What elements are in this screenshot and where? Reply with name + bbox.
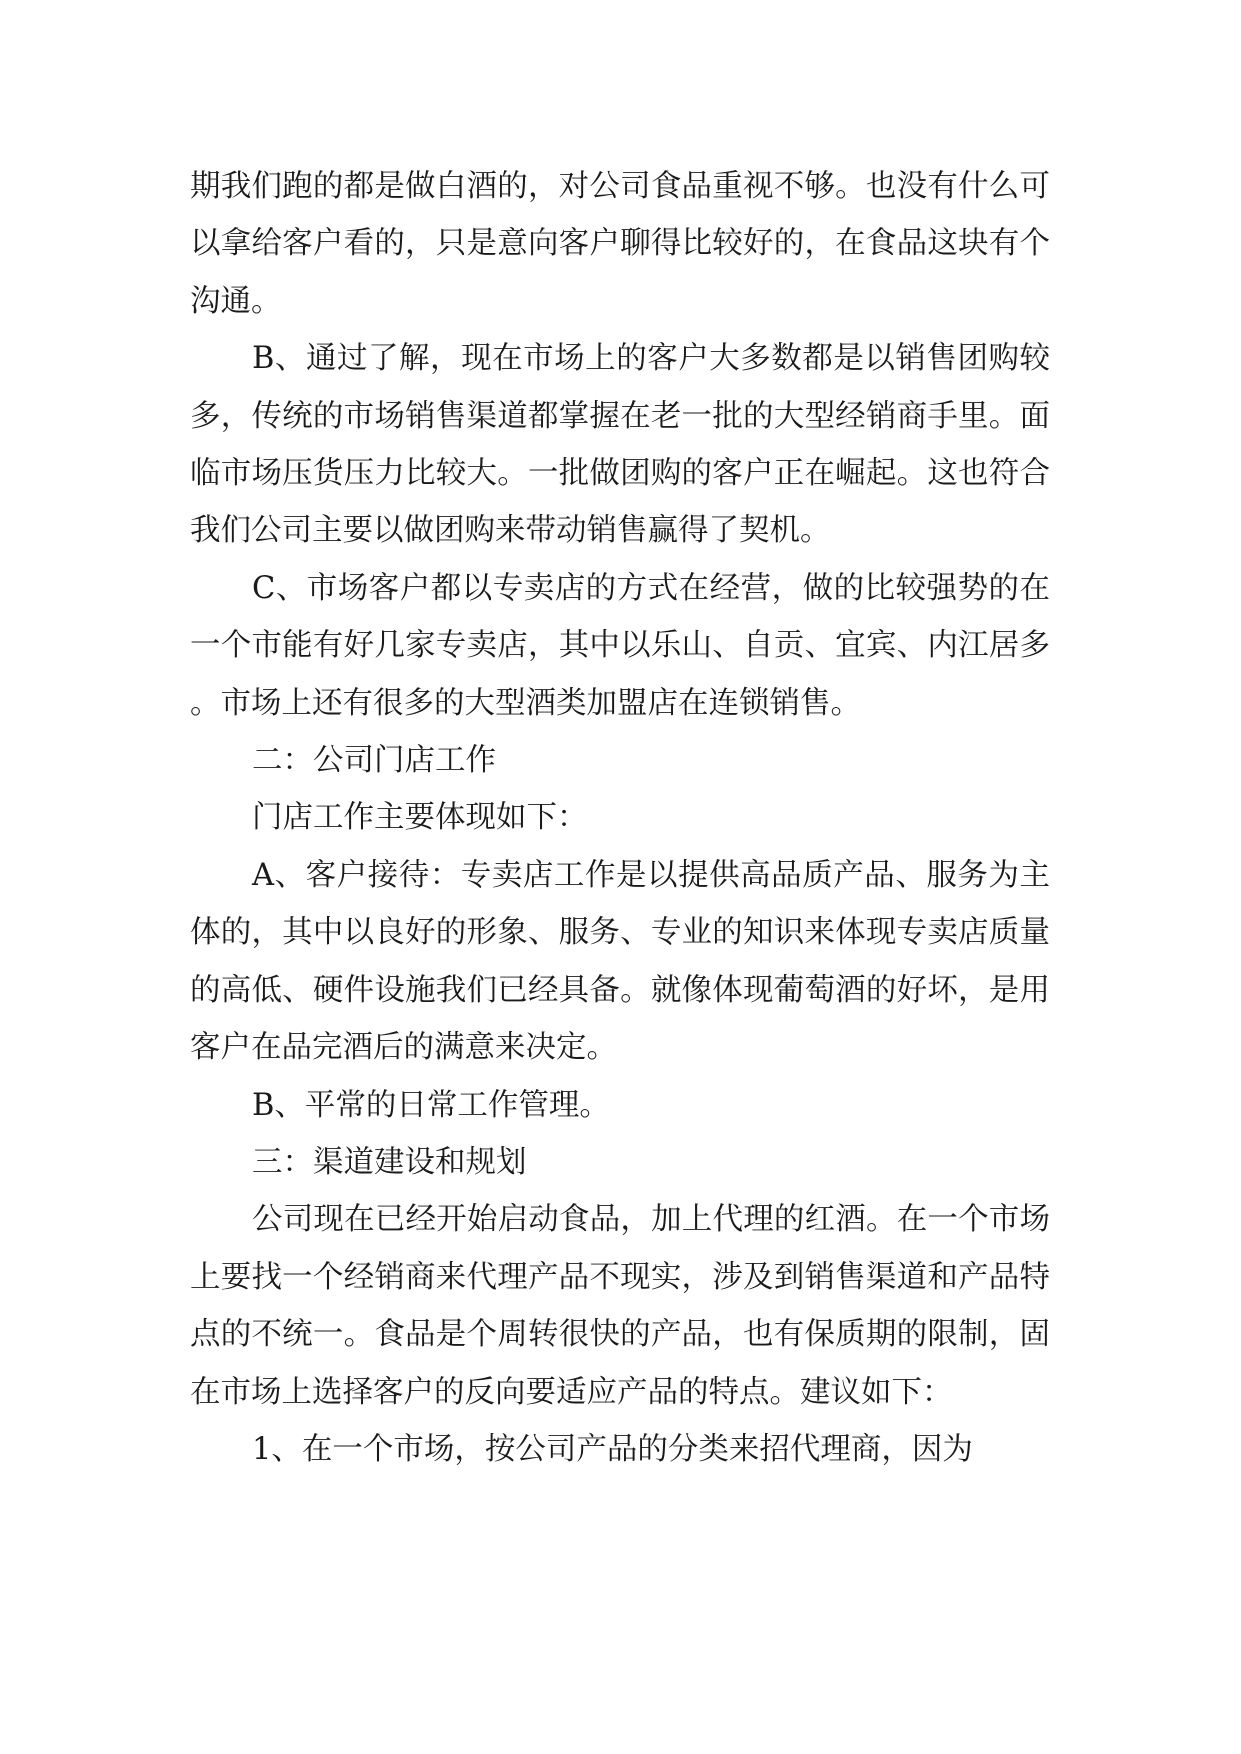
- paragraph: B、平常的日常工作管理。: [252, 1087, 610, 1123]
- paragraph: B、通过了解，现在市场上的客户大多数都是以销售团购较多，传统的市场销售渠道都掌握在老一批的大型经销商手里。面临市场压货压力比较大。一批做团购的客户正在崛起。这也符合我们公司主要以做团购来带动销售赢得了契机。: [190, 341, 1050, 549]
- paragraph: 门店工作主要体现如下：: [252, 800, 588, 836]
- paragraph: C、市场客户都以专卖店的方式在经营，做的比较强势的在一个市能有好几家专卖店，其中以乐山、自贡、宜宾、内江居多。市场上还有很多的大型酒类加盟店在连锁销售。: [190, 570, 1050, 721]
- document-body: [190, 158, 1050, 1478]
- paragraph: 期我们跑的都是做白酒的，对公司食品重视不够。也没有什么可以拿给客户看的，只是意向客户聊得比较好的，在食品这块有个沟通。: [190, 169, 1050, 319]
- paragraph: 1、在一个市场，按公司产品的分类来招代理商，因为: [252, 1431, 973, 1467]
- section-heading: 二：公司门店工作: [252, 743, 496, 779]
- paragraph: 公司现在已经开始启动食品，加上代理的红酒。在一个市场上要找一个经销商来代理产品不现实，涉及到销售渠道和产品特点的不统一。食品是个周转很快的产品，也有保质期的限制，固在市场上选择客户的反向要适应产品的特点。建议如下：: [190, 1202, 1050, 1410]
- section-heading: 三：渠道建设和规划: [252, 1144, 527, 1180]
- paragraph: A、客户接待：专卖店工作是以提供高品质产品、服务为主体的，其中以良好的形象、服务、专业的知识来体现专卖店质量的高低、硬件设施我们已经具备。就像体现葡萄酒的好坏，是用客户在品完酒后的满意来决定。: [190, 857, 1050, 1066]
